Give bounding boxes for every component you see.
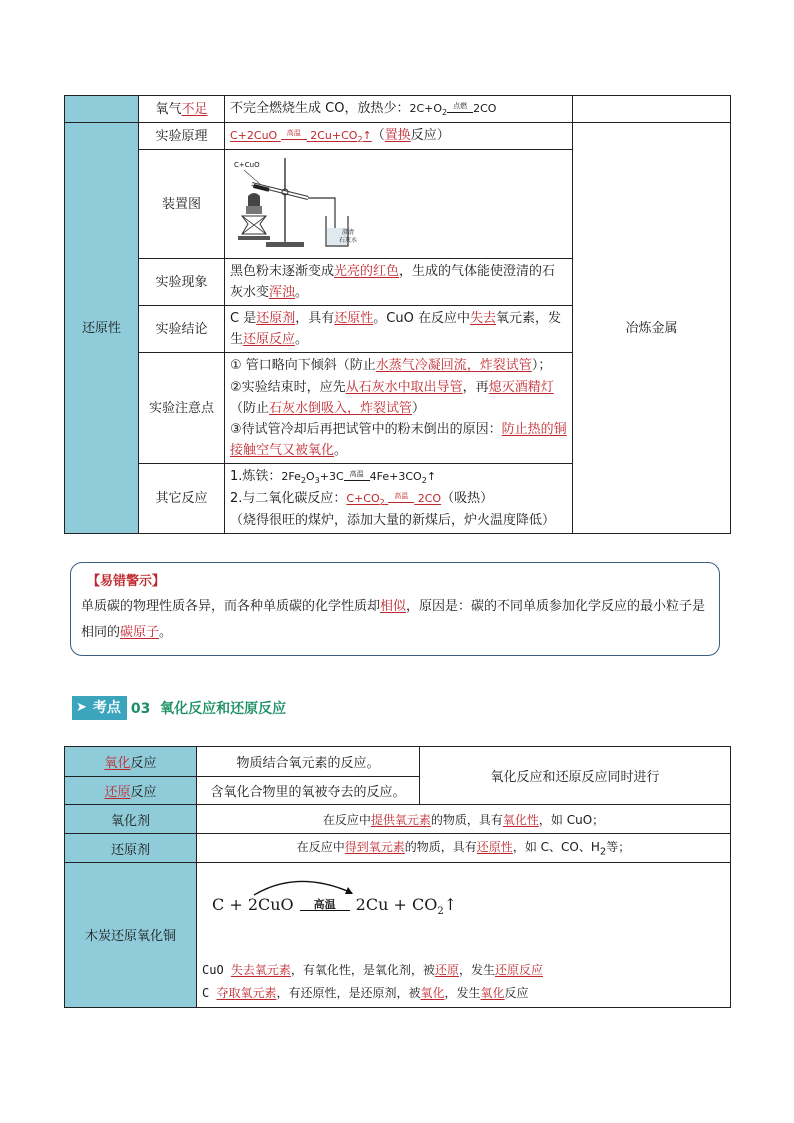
row-label: 实验结论 (139, 306, 225, 353)
svg-text:石灰水: 石灰水 (339, 237, 358, 245)
apparatus-cell (225, 150, 573, 259)
oxidation-label: 氧化反应 (65, 747, 197, 777)
reductant-label: 还原剂 (65, 834, 197, 863)
phenomenon-text: 黑色粉末逐渐变成光亮的红色，生成的气体能使澄清的石灰水变浑浊。 (225, 259, 573, 306)
electron-transfer-arrow-icon (248, 875, 368, 897)
blank-cell (573, 96, 731, 123)
redox-table (64, 746, 731, 1008)
row-label: 氧气不足 (139, 96, 225, 123)
row-carbon-cuo (65, 863, 731, 1008)
note-2: ②实验结束时，应先从石灰水中取出导管，再熄灭酒精灯 (230, 379, 554, 395)
reducibility-table (64, 95, 731, 534)
c-line: C 夺取氧元素，有还原性，是还原剂，被氧化，发生氧化反应 (202, 985, 529, 1000)
notes-text (225, 353, 573, 463)
oxygen-text: 不完全燃烧生成 CO，放热少：$2C+O_2$ 点燃 2CO (225, 96, 573, 123)
topic-tag: ➤ 考点 (72, 696, 127, 720)
carbon-cell (197, 863, 731, 1008)
svg-text:澄清: 澄清 (342, 229, 355, 237)
principle-equation: C+2CuO 高温 $2Cu+CO_2↑$ (230, 129, 372, 145)
row-label: 装置图 (139, 150, 225, 259)
warning-text: 单质碳的物理性质各异，而各种单质碳的化学性质却相似，原因是：碳的不同单质参加化学反应的最小粒子是相同的碳原子。 (81, 599, 706, 640)
row-principle (65, 123, 731, 150)
other-reaction-2: 2.与二氧化碳反应：$C+CO_2$ 高温 2CO（吸热） (230, 490, 494, 508)
category-cell: 还原性 (65, 123, 139, 534)
oxidant-text: 在反应中提供氧元素的物质，具有氧化性，如 CuO； (197, 805, 731, 834)
other-text (225, 463, 573, 533)
svg-text:C+CuO: C+CuO (234, 161, 260, 170)
carbon-label: 木炭还原氧化铜 (65, 863, 197, 1008)
row-label: 其它反应 (139, 463, 225, 533)
cuo-line: CuO 失去氧元素，有氧化性，是氧化剂，被还原，发生还原反应 (202, 963, 543, 977)
oxidation-definition: 物质结合氧元素的反应。 (197, 747, 420, 777)
row-label: 实验注意点 (139, 353, 225, 463)
oxidant-label: 氧化剂 (65, 805, 197, 834)
simultaneous-note: 氧化反应和还原反应同时进行 (420, 747, 731, 805)
other-reaction-note: （烧得很旺的煤炉，添加大量的新煤后，炉火温度降低） (230, 512, 556, 528)
reaction-equation: C + 2CuO 高温 $2Cu + CO_2↑$ (208, 871, 725, 929)
reductant-text: 在反应中得到氧元素的物质，具有还原性，如 C、CO、$H_2$等； (197, 834, 731, 863)
other-reaction-1: 1.炼铁：$2Fe_2O_3+3C$ 高温 $4Fe+3CO_2↑$ (230, 468, 437, 485)
row-oxygen (65, 96, 731, 123)
note-2-cont: （防止石灰水倒吸入，炸裂试管） (230, 400, 426, 416)
note-3: ③待试管冷却后再把试管中的粉末倒出的原因：防止热的铜接触空气又被氧化。 (230, 421, 567, 458)
blank-category-cell (65, 96, 139, 123)
principle-text: C+2CuO 高温 $2Cu+CO_2↑$（置换反应） (225, 123, 573, 150)
apparatus-diagram (230, 154, 375, 254)
note-1: ① 管口略向下倾斜（防止水蒸气冷凝回流，炸裂试管）； (230, 358, 552, 374)
row-reductant (65, 834, 731, 863)
arrow-icon: ➤ (76, 700, 87, 715)
warning-title: 【易错警示】 (87, 574, 166, 589)
use-cell: 冶炼金属 (573, 123, 731, 534)
row-label: 实验原理 (139, 123, 225, 150)
row-oxidant (65, 805, 731, 834)
row-oxidation (65, 747, 731, 777)
section-heading (72, 696, 286, 720)
reduction-definition: 含氧化合物里的氧被夺去的反应。 (197, 777, 420, 805)
reduction-label: 还原反应 (65, 777, 197, 805)
conclusion-text: C 是还原剂，具有还原性。CuO 在反应中失去氧元素，发生还原反应。 (225, 306, 573, 353)
carbon-explanation (202, 959, 725, 1005)
warning-box (70, 562, 720, 656)
heading-title: 03 氧化反应和还原反应 (130, 701, 287, 717)
row-label: 实验现象 (139, 259, 225, 306)
